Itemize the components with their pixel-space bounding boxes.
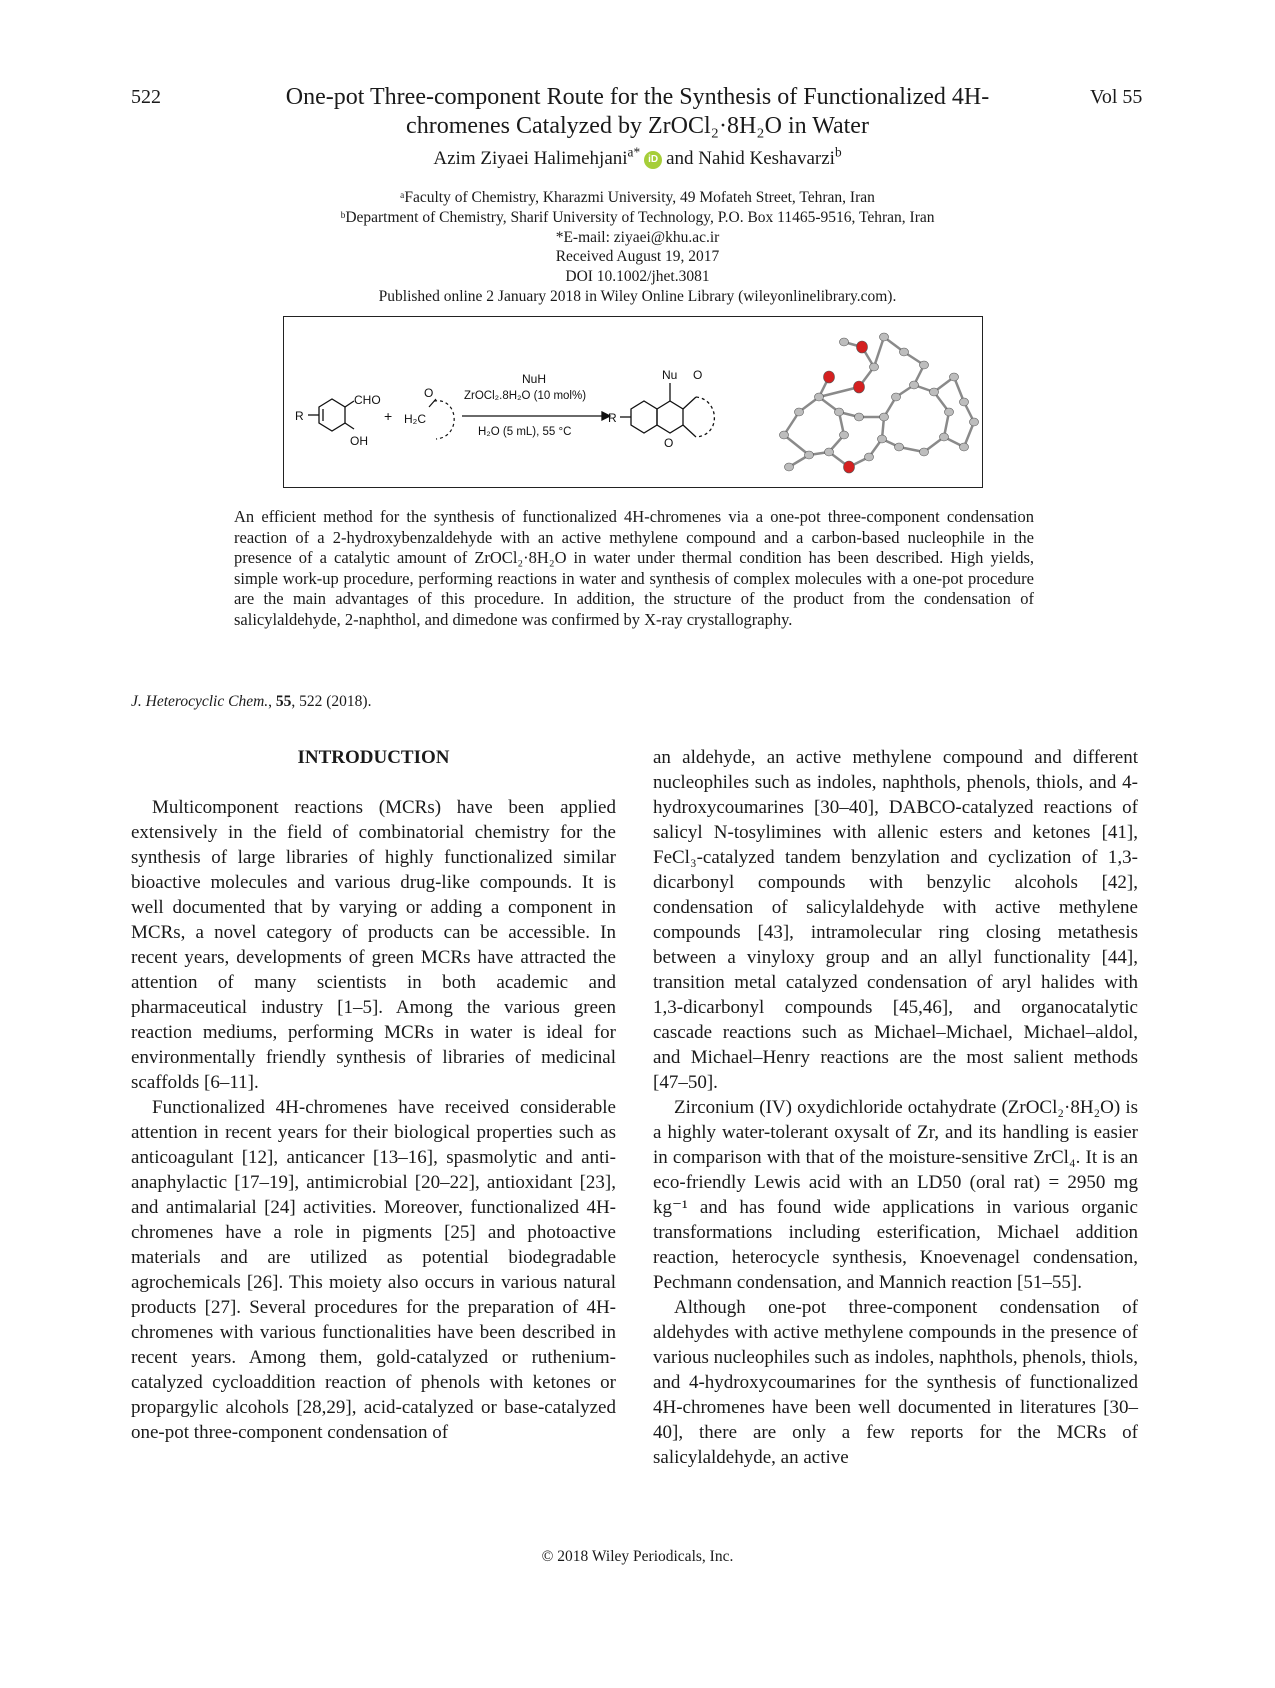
journal-pages: , 522 (2018). — [291, 693, 372, 710]
carbon-atom — [895, 443, 904, 451]
carbon-atom — [880, 333, 889, 341]
volume-label: Vol 55 — [1090, 86, 1143, 108]
nucleophile-label: NuH — [522, 372, 547, 386]
carbon-atom — [950, 373, 959, 381]
reaction-arrow — [462, 412, 610, 420]
carbon-atom — [970, 418, 979, 426]
carbon-atom — [920, 361, 929, 369]
author-1: Azim Ziyaei Halimehjani — [433, 148, 628, 169]
graphical-abstract — [283, 316, 983, 488]
oxygen-atom — [844, 461, 855, 473]
plus-sign: + — [384, 408, 393, 424]
journal-name: J. Heterocyclic Chem. — [131, 693, 269, 710]
author-2-mark: b — [834, 144, 842, 160]
carbon-atom — [870, 363, 879, 371]
chromene-structure — [620, 383, 714, 437]
received-date: Received August 19, 2017 — [555, 248, 720, 266]
article-title — [240, 83, 1035, 141]
email-line: *E-mail: ziyaei@khu.ac.ir — [555, 228, 720, 246]
sub-oh: OH — [350, 434, 368, 448]
carbon-atom — [930, 388, 939, 396]
carbon-atom — [805, 451, 814, 459]
section-heading-introduction: INTRODUCTION — [297, 747, 450, 768]
carbon-atom — [865, 453, 874, 461]
carbon-atom — [795, 408, 804, 416]
body-column-left — [131, 745, 616, 1445]
affiliation-a: ᵃFaculty of Chemistry, Kharazmi University, 49 Mofateh Street, Tehran, Iran — [400, 189, 875, 206]
author-joiner: and Nahid Keshavarzi — [666, 148, 835, 169]
xray-crystal-structure — [780, 333, 979, 473]
sub-r: R — [295, 409, 304, 423]
carbon-atom — [960, 443, 969, 451]
carbon-atom — [840, 338, 849, 346]
reagent-o: O — [424, 386, 434, 400]
carbon-atom — [945, 408, 954, 416]
orcid-icon[interactable]: iD — [644, 151, 662, 169]
paragraph: Functionalized 4H-chromenes have received considerable attention in recent years for their biological properties such as anticoagulant [12], anticancer [13–16], spasmolytic and anti-anaphylactic [17–19], antimicrobial [20–22], antioxidant [23], and antimalarial [24] activities. Moreover, functionalized 4H-chromenes have a role in pigments [25] and photoactive materials and are utilized as potential biodegradable agrochemicals [26]. This moiety also occurs in various natural products [27]. Several procedures for the preparation of 4H-chromenes with various functionalities have been described in recent years. Among them, gold-catalyzed or ruthenium-catalyzed cycloaddition reaction of phenols with ketones or propargylic alcohols [28,29], acid-catalyzed or base-catalyzed one-pot three-component condensation of — [131, 1097, 616, 1443]
copyright-footer: © 2018 Wiley Periodicals, Inc. — [541, 1548, 734, 1565]
oxygen-atom — [824, 371, 835, 383]
paragraph: Multicomponent reactions (MCRs) have been applied extensively in the field of combinatorial chemistry for the synthesis of large libraries of highly functionalized similar bioactive molecules and various drug-like compounds. It is well documented that by varying or adding a component in MCRs, a novel category of products can be accessible. In recent years, developments of green MCRs have attracted the attention of many scientists in both academic and pharmaceutical industry [1–5]. Among the various green reaction mediums, performing MCRs in water is ideal for environmentally friendly synthesis of libraries of medicinal scaffolds [6–11]. — [131, 797, 616, 1093]
paragraph: Zirconium (IV) oxydichloride octahydrate (ZrOCl₂·8H₂O) is a highly water-tolerant oxysalt of Zr, and its handling is easier in comparison with that of the moisture-sensitive ZrCl₄. It is an eco-friendly Lewis acid with an LD50 (oral rat) = 2950 mg kg⁻¹ and has found wide applications in various organic transformations including esterification, Michael addition reaction, heterocycle synthesis, Knoevenagel condensation, Pechmann condensation, and Mannich reaction [51–55]. — [653, 1097, 1138, 1293]
title-line-1: One-pot Three-component Route for the Synthesis of Functionalized 4H- — [285, 84, 990, 110]
carbon-atom — [920, 448, 929, 456]
body-column-right — [653, 745, 1138, 1470]
carbon-atom — [900, 348, 909, 356]
reaction-scheme — [284, 317, 981, 486]
carbon-atom — [910, 381, 919, 389]
author-1-marks: a* — [627, 144, 641, 160]
product-nu: Nu — [662, 368, 678, 382]
crystal-bond — [874, 337, 884, 367]
carbon-atom — [855, 413, 864, 421]
carbon-atom — [878, 435, 887, 443]
conditions-label: H₂O (5 mL), 55 °C — [478, 426, 572, 438]
paragraph: Although one-pot three-component condensation of aldehydes with active methylene compounds in the presence of various nucleophiles such as indoles, naphthols, phenols, thiols, and 4-hydroxycoumarines for the synthesis of functionalized 4H-chromenes have been well documented in literatures [30–40], there are only a few reports for the MCRs of salicylaldehyde, an active — [653, 1297, 1138, 1468]
carbon-atom — [815, 393, 824, 401]
oxygen-atom — [854, 381, 865, 393]
paragraph: an aldehyde, an active methylene compound and different nucleophiles such as indoles, naphthols, phenols, thiols, and 4-hydroxycoumarines [30–40], DABCO-catalyzed reactions of salicyl N-tosylimines with allenic esters and ketones [41], FeCl₃-catalyzed tandem benzylation and cyclization of 1,3-dicarbonyl compounds with benzylic alcohols [42], condensation of salicylaldehyde with active methylene compounds [43], intramolecular ring closing metathesis between a vinyloxy group and an allyl functionality [44], transition metal catalyzed condensation of aryl halides with 1,3-dicarbonyl compounds [45,46], and organocatalytic cascade reactions such as Michael–Michael, Michael–aldol, and Michael–Henry reactions are the most salient methods [47–50]. — [653, 747, 1138, 1093]
affiliations — [240, 188, 1035, 307]
page-number: 522 — [131, 86, 161, 108]
carbon-atom — [892, 393, 901, 401]
oxygen-atom — [857, 341, 868, 353]
journal-citation: J. Heterocyclic Chem., 55, 522 (2018). — [131, 693, 372, 710]
crystal-bond — [784, 435, 809, 455]
methylene-structure — [429, 399, 454, 439]
carbon-atom — [785, 463, 794, 471]
carbon-atom — [840, 431, 849, 439]
published-line: Published online 2 January 2018 in Wiley Online Library (wileyonlinelibrary.com). — [378, 287, 897, 305]
product-o-ring: O — [664, 436, 674, 450]
carbon-atom — [880, 413, 889, 421]
carbon-atom — [835, 408, 844, 416]
journal-volume: 55 — [275, 693, 292, 710]
carbon-atom — [960, 398, 969, 406]
title-line-2: chromenes Catalyzed by ZrOCl₂·8H₂O in Water — [406, 113, 869, 139]
catalyst-label: ZrOCl₂.8H₂O (10 mol%) — [464, 390, 587, 402]
sub-cho: CHO — [354, 393, 381, 407]
affiliation-b: ᵇDepartment of Chemistry, Sharif University of Technology, P.O. Box 11465-9516, Tehran, Iran — [340, 208, 935, 226]
author-list — [240, 144, 1035, 170]
carbon-atom — [825, 448, 834, 456]
product-o-top: O — [693, 368, 703, 382]
salicylaldehyde-structure — [308, 399, 354, 431]
reagent-h2c: H₂C — [404, 412, 426, 426]
carbon-atom — [940, 433, 949, 441]
carbon-atom — [780, 431, 789, 439]
doi-line: DOI 10.1002/jhet.3081 — [565, 268, 710, 286]
product-r: R — [608, 411, 617, 425]
abstract-text: An efficient method for the synthesis of functionalized 4H-chromenes via a one-pot three-component condensation reaction of a 2-hydroxybenzaldehyde with an active methylene compound and a carbon-based nucleophile in the presence of a catalytic amount of ZrOCl₂·8H₂O in water under thermal condition has been described. High yields, simple work-up procedure, performing reactions in water and synthesis of complex molecules with a one-pot procedure are the main advantages of this procedure. In addition, the structure of the product from the condensation of salicylaldehyde, 2-naphthol, and dimedone was confirmed by X-ray crystallography. — [234, 507, 1034, 629]
crystal-bond — [819, 387, 859, 397]
